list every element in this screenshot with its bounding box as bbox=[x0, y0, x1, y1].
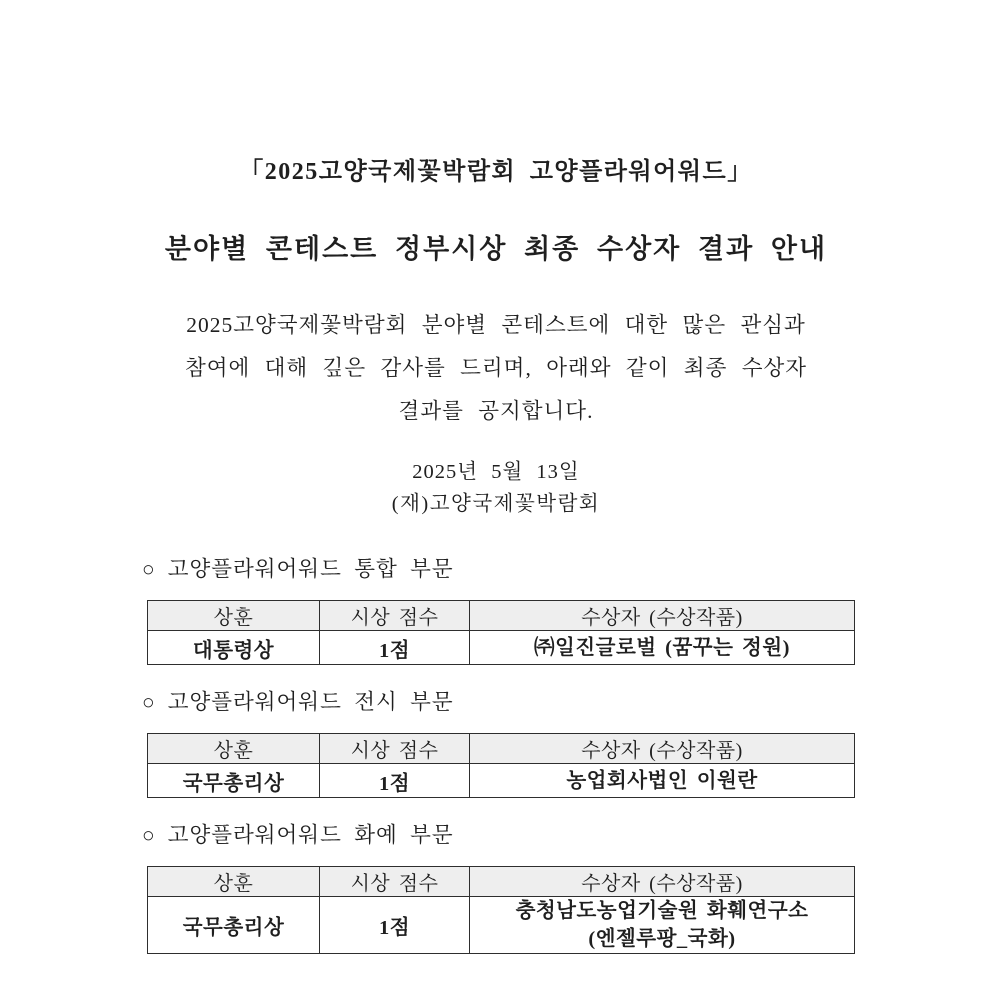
section-heading-label: 고양플라워어워드 통합 부문 bbox=[167, 557, 454, 581]
awards-table-combined bbox=[147, 600, 855, 665]
notice-date: 2025년 5월 13일 bbox=[412, 461, 580, 483]
circle-bullet-icon: ○ bbox=[142, 823, 156, 847]
table-row bbox=[148, 764, 855, 798]
table-header-row bbox=[148, 867, 855, 897]
organization-name: (재)고양국제꽃박람회 bbox=[391, 493, 601, 515]
table-header-award: 상훈 bbox=[148, 601, 320, 631]
notice-body-line: 결과를 공지합니다. bbox=[398, 399, 594, 423]
awards-table-exhibition bbox=[147, 733, 855, 798]
section-heading bbox=[142, 555, 852, 583]
table-header-score: 시상 점수 bbox=[320, 734, 470, 764]
winner-line: 농업회사법인 이원란 bbox=[566, 769, 758, 792]
table-header-score: 시상 점수 bbox=[320, 867, 470, 897]
table-header-row bbox=[148, 601, 855, 631]
table-row bbox=[148, 631, 855, 665]
table-header-award: 상훈 bbox=[148, 734, 320, 764]
winner-line: (엔젤루팡_국화) bbox=[588, 928, 736, 950]
page-subtitle: 분야별 콘테스트 정부시상 최종 수상자 결과 안내 bbox=[164, 234, 828, 264]
table-header-award: 상훈 bbox=[148, 867, 320, 897]
winner-cell bbox=[470, 764, 855, 798]
notice-document bbox=[140, 0, 852, 954]
award-name-cell: 국무총리상 bbox=[148, 897, 320, 954]
table-header-score: 시상 점수 bbox=[320, 601, 470, 631]
circle-bullet-icon: ○ bbox=[142, 690, 156, 714]
section-combined bbox=[140, 555, 852, 665]
winner-cell bbox=[470, 897, 855, 954]
table-row bbox=[148, 897, 855, 954]
score-cell: 1점 bbox=[320, 897, 470, 954]
winner-cell bbox=[470, 631, 855, 665]
notice-body-line: 참여에 대해 깊은 감사를 드리며, 아래와 같이 최종 수상자 bbox=[184, 356, 808, 380]
section-exhibition bbox=[140, 688, 852, 798]
winner-line: 충청남도농업기술원 화훼연구소 bbox=[515, 900, 809, 922]
table-header-winner: 수상자 (수상작품) bbox=[470, 734, 855, 764]
section-heading bbox=[142, 821, 852, 849]
notice-body-line: 2025고양국제꽃박람회 분야별 콘테스트에 대한 많은 관심과 bbox=[186, 313, 806, 337]
section-heading-label: 고양플라워어워드 전시 부문 bbox=[167, 690, 454, 714]
winner-line: ㈜일진글로벌 (꿈꾸는 정원) bbox=[534, 636, 790, 659]
award-name-cell: 국무총리상 bbox=[148, 764, 320, 798]
circle-bullet-icon: ○ bbox=[142, 557, 156, 581]
table-header-winner: 수상자 (수상작품) bbox=[470, 601, 855, 631]
table-header-row bbox=[148, 734, 855, 764]
score-cell: 1점 bbox=[320, 631, 470, 665]
section-heading-label: 고양플라워어워드 화예 부문 bbox=[167, 823, 454, 847]
section-floral-art bbox=[140, 821, 852, 954]
table-header-winner: 수상자 (수상작품) bbox=[470, 867, 855, 897]
awards-table-floral-art bbox=[147, 866, 855, 954]
page-title: 「2025고양국제꽃박람회 고양플라워어워드」 bbox=[239, 159, 753, 185]
award-name-cell: 대통령상 bbox=[148, 631, 320, 665]
score-cell: 1점 bbox=[320, 764, 470, 798]
section-heading bbox=[142, 688, 852, 716]
notice-body bbox=[140, 304, 852, 433]
